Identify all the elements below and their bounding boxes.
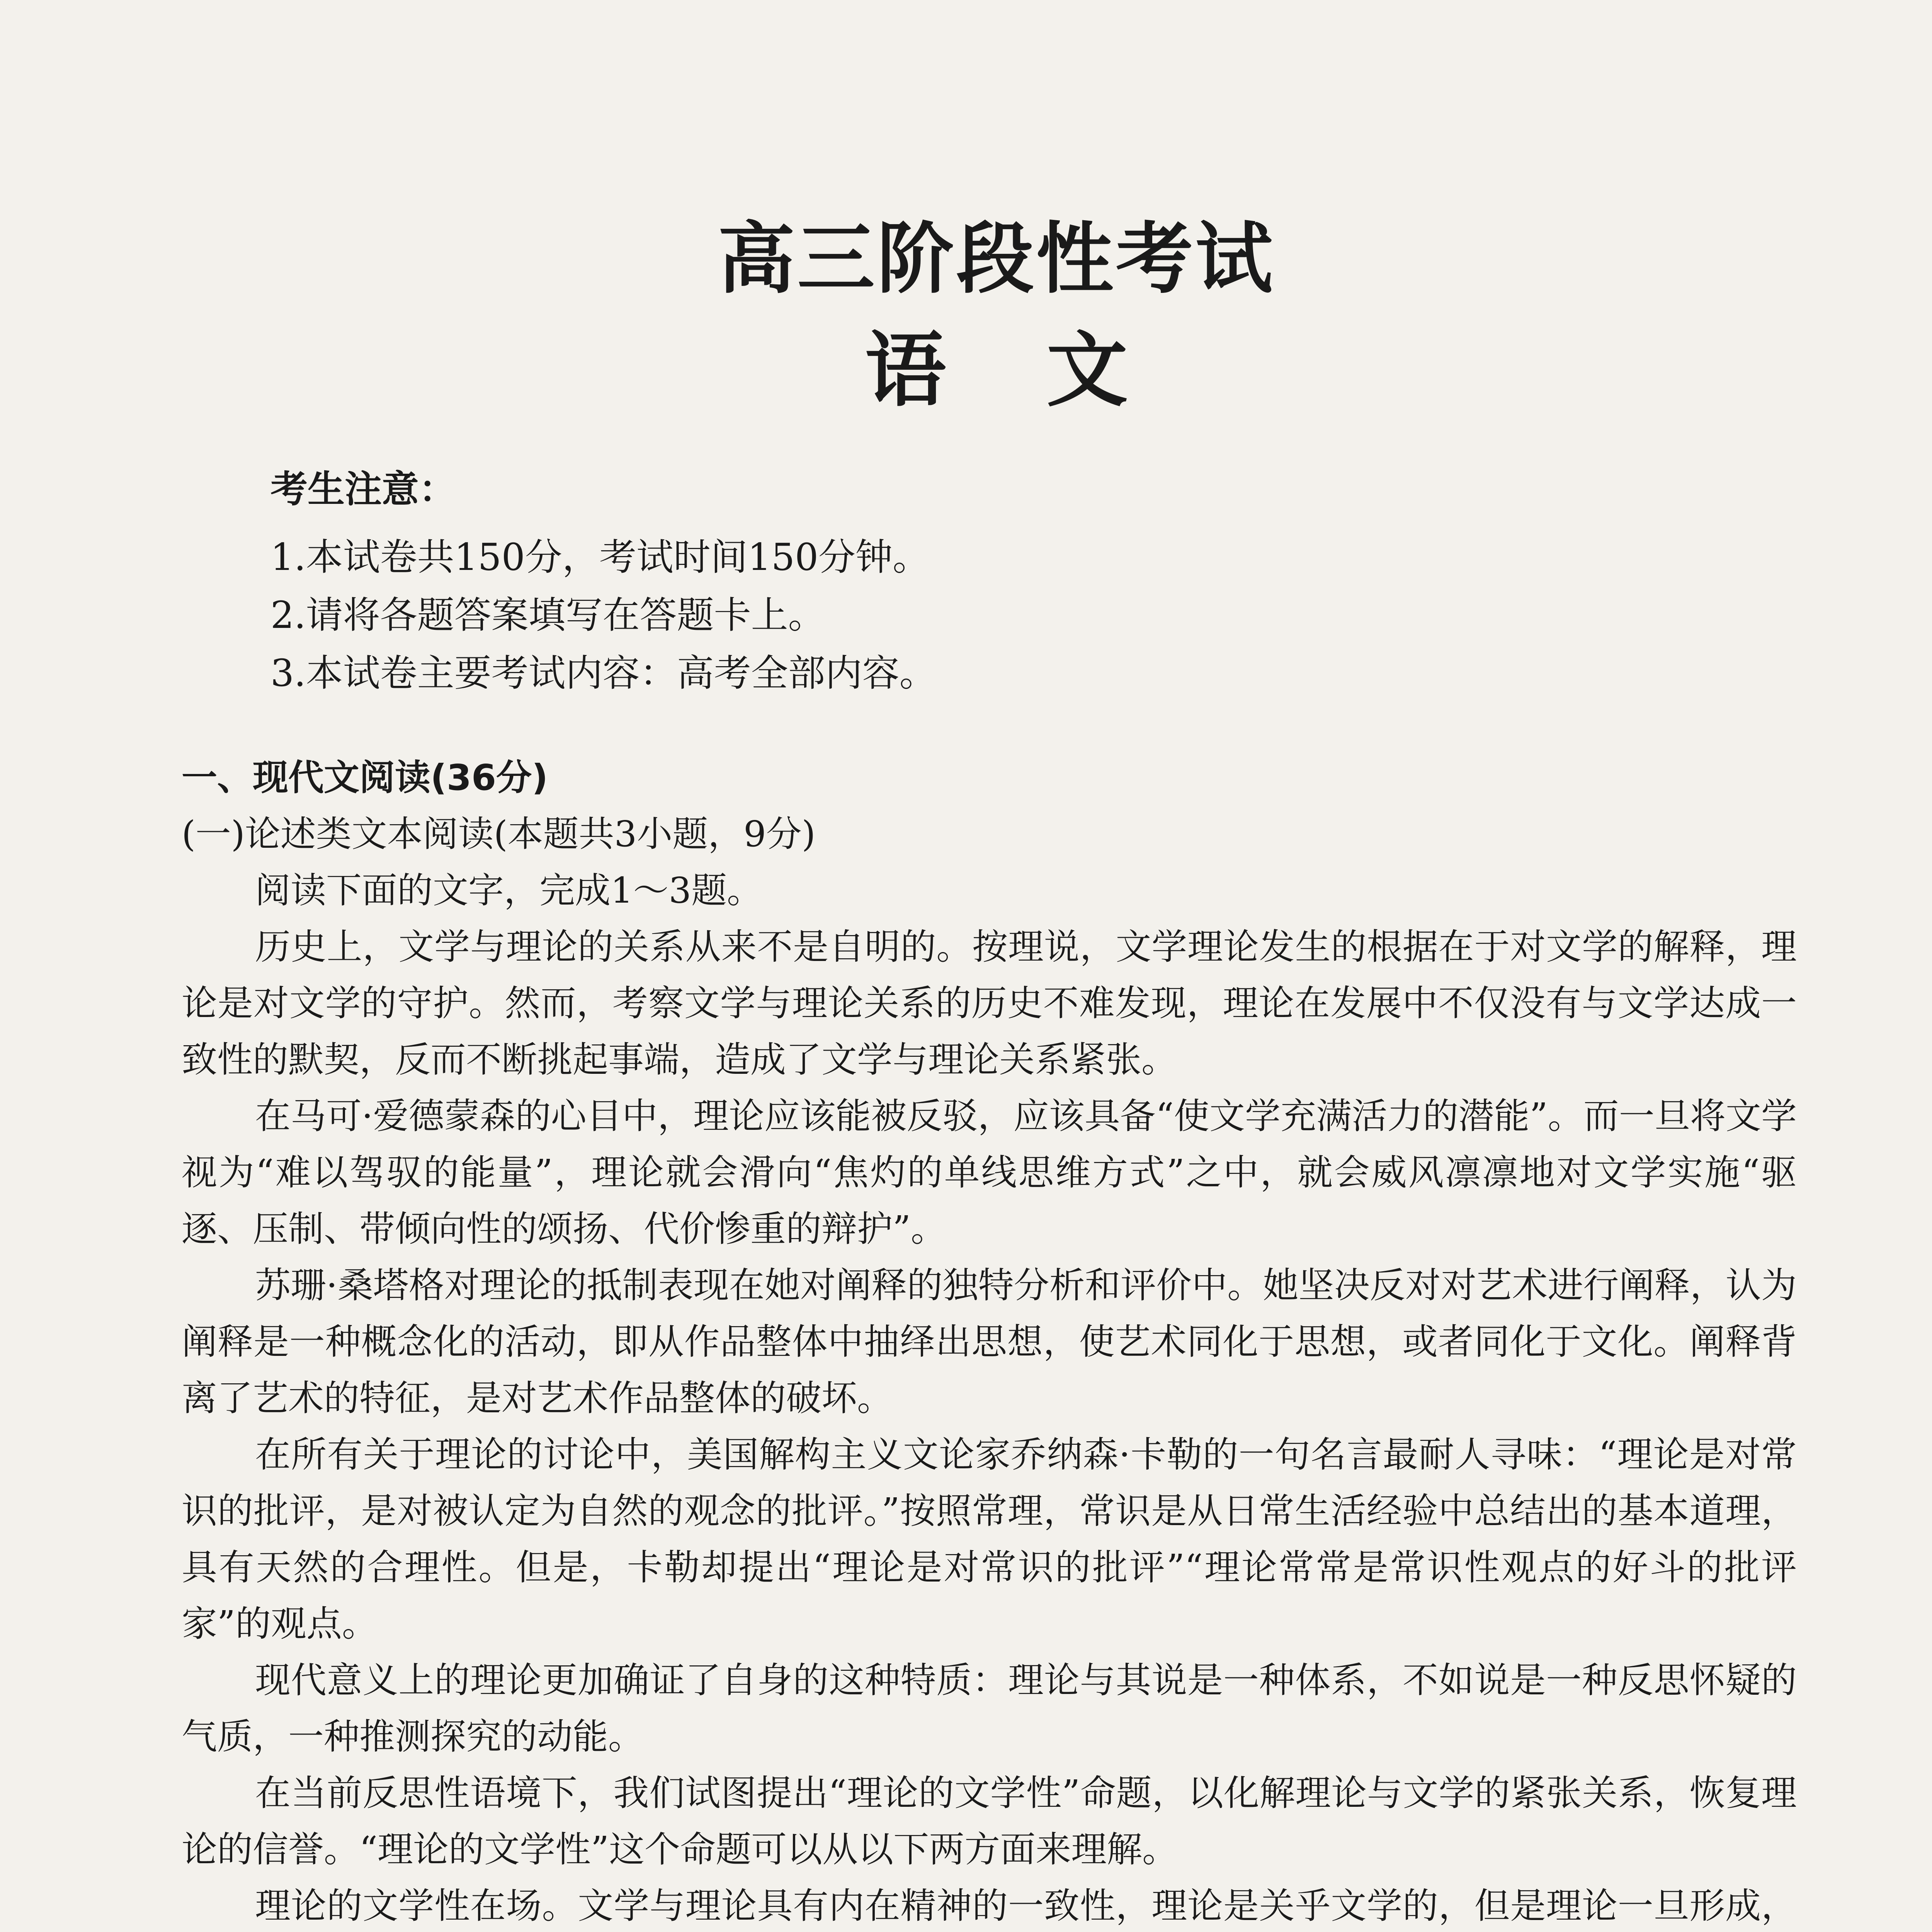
subsection-heading: (一)论述类文本阅读(本题共3小题，9分) <box>182 813 816 855</box>
paragraph-4: 在所有关于理论的讨论中，美国解构主义文论家乔纳森·卡勒的一句名言最耐人寻味：“理论是对常识的批评，是对被认定为自然的观念的批评。”按照常理，常识是从日常生活经验中总结出的基本道理，具有天然的合理性。但是，卡勒却提出“理论是对常识的批评”“理论常常是常识性观点的好斗的批评家”的观点。 <box>182 1434 1797 1645</box>
paragraph-3: 苏珊·桑塔格对理论的抵制表现在她对阐释的独特分析和评价中。她坚决反对对艺术进行阐释，认为阐释是一种概念化的活动，即从作品整体中抽绎出思想，使艺术同化于思想，或者同化于文化。阐释背离了艺术的特征，是对艺术作品整体的破坏。 <box>182 1265 1797 1419</box>
instruction: 阅读下面的文字，完成1～3题。 <box>255 870 763 911</box>
notice-item-2: 2.请将各题答案填写在答题卡上。 <box>270 594 825 637</box>
notice-item-1: 1.本试卷共150分，考试时间150分钟。 <box>270 536 930 579</box>
notice-item-3: 3.本试卷主要考试内容：高考全部内容。 <box>270 651 937 695</box>
candidate-notice <box>270 460 937 702</box>
paragraph-1: 历史上，文学与理论的关系从来不是自明的。按理说，文学理论发生的根据在于对文学的解释，理论是对文学的守护。然而，考察文学与理论关系的历史不难发现，理论在发展中不仅没有与文学达成一致性的默契，反而不断挑起事端，造成了文学与理论关系紧张。 <box>182 926 1797 1080</box>
paragraph-7: 理论的文学性在场。文学与理论具有内在精神的一致性，理论是关乎文学的，但是理论一旦形成， <box>255 1885 1797 1927</box>
notice-title: 考生注意： <box>270 468 456 511</box>
section-heading: 一、现代文阅读(36分) <box>182 757 548 798</box>
reading-section <box>182 750 1797 1932</box>
subject-title: 语文 <box>865 323 1228 418</box>
paragraph-5: 现代意义上的理论更加确证了自身的这种特质：理论与其说是一种体系，不如说是一种反思怀疑的气质，一种推测探究的动能。 <box>182 1660 1797 1757</box>
paragraph-2: 在马可·爱德蒙森的心目中，理论应该能被反驳，应该具备“使文学充满活力的潜能”。而一旦将文学视为“难以驾驭的能量”，理论就会滑向“焦灼的单线思维方式”之中，就会威风凛凛地对文学实施“驱逐、压制、带倾向性的颂扬、代价惨重的辩护”。 <box>182 1095 1797 1250</box>
exam-title: 高三阶段性考试 <box>718 214 1275 304</box>
paragraph-6: 在当前反思性语境下，我们试图提出“理论的文学性”命题，以化解理论与文学的紧张关系，恢复理论的信誉。“理论的文学性”这个命题可以从以下两方面来理解。 <box>182 1772 1797 1870</box>
